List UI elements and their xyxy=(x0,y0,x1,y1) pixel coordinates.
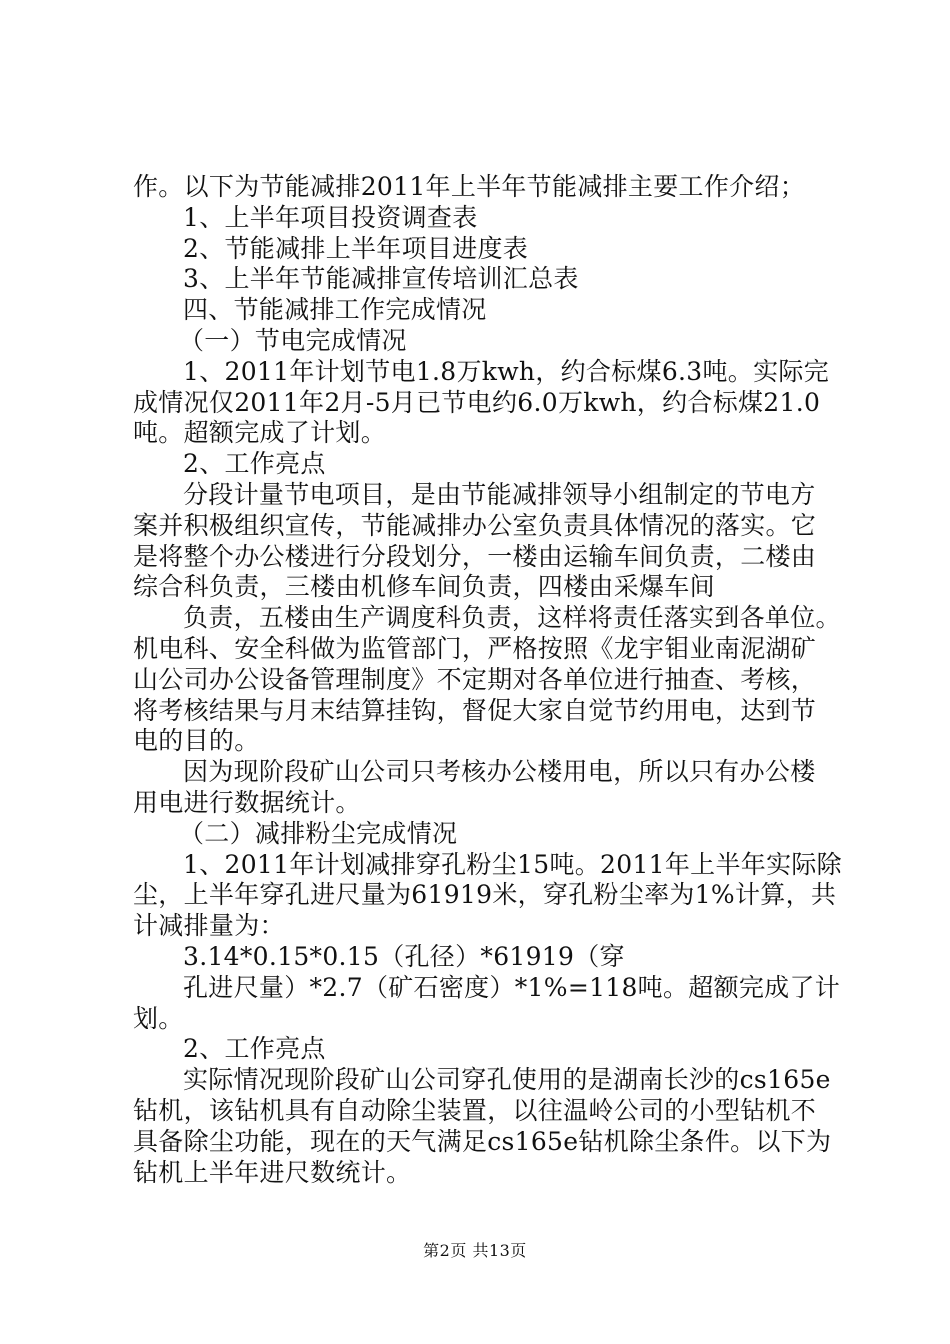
paragraph-line: 吨。超额完成了计划。 xyxy=(133,418,387,448)
paragraph-line: 划。 xyxy=(133,1003,184,1033)
list-item: 1、上半年项目投资调查表 xyxy=(183,202,478,232)
subsection-heading: （一）节电完成情况 xyxy=(179,325,407,355)
paragraph-line: 机电科、安全科做为监管部门，严格按照《龙宇钼业南泥湖矿 xyxy=(133,633,817,663)
paragraph-line: 综合科负责，三楼由机修车间负责，四楼由采爆车间 xyxy=(133,572,715,602)
subsection-heading: 2、工作亮点 xyxy=(183,449,326,479)
paragraph-line: 钻机上半年进尺数统计。 xyxy=(133,1157,412,1187)
paragraph-line: 钻机，该钻机具有自动除尘装置，以往温岭公司的小型钻机不 xyxy=(133,1095,817,1125)
paragraph-line: 1、2011年计划节电1.8万kwh，约合标煤6.3吨。实际完 xyxy=(183,356,829,386)
paragraph-line: 成情况仅2011年2月-5月已节电约6.0万kwh，约合标煤21.0 xyxy=(133,387,821,417)
paragraph-line: 实际情况现阶段矿山公司穿孔使用的是湖南长沙的cs165e xyxy=(183,1065,831,1095)
subsection-heading: （二）减排粉尘完成情况 xyxy=(179,818,458,848)
paragraph-line: 作。以下为节能减排2011年上半年节能减排主要工作介绍； xyxy=(133,172,806,201)
document-body xyxy=(133,172,842,1188)
list-item: 2、节能减排上半年项目进度表 xyxy=(183,233,529,263)
paragraph-line: 因为现阶段矿山公司只考核办公楼用电，所以只有办公楼 xyxy=(183,757,816,787)
paragraph-line: 具备除尘功能，现在的天气满足cs165e钻机除尘条件。以下为 xyxy=(133,1126,832,1156)
paragraph-line: 1、2011年计划减排穿孔粉尘15吨。2011年上半年实际除 xyxy=(183,849,842,879)
paragraph-line: 电的目的。 xyxy=(133,726,260,756)
formula-line: 3.14*0.15*0.15（孔径）*61919（穿 xyxy=(183,941,625,971)
section-heading: 四、节能减排工作完成情况 xyxy=(183,295,487,325)
formula-line: 孔进尺量）*2.7（矿石密度）*1%=118吨。超额完成了计 xyxy=(183,972,841,1002)
paragraph-line: 尘，上半年穿孔进尺量为61919米，穿孔粉尘率为1%计算，共 xyxy=(133,880,837,910)
paragraph-line: 用电进行数据统计。 xyxy=(133,787,361,817)
list-item: 3、上半年节能减排宣传培训汇总表 xyxy=(183,264,579,294)
paragraph-line: 案并积极组织宣传，节能减排办公室负责具体情况的落实。它 xyxy=(133,510,817,540)
paragraph-line: 山公司办公设备管理制度》不定期对各单位进行抽查、考核， xyxy=(133,664,817,694)
page-number-footer: 第2页 共13页 xyxy=(423,1241,527,1260)
paragraph-line: 是将整个办公楼进行分段划分，一楼由运输车间负责，二楼由 xyxy=(133,541,817,571)
paragraph-line: 将考核结果与月末结算挂钩，督促大家自觉节约用电，达到节 xyxy=(133,695,817,725)
paragraph-line: 负责，五楼由生产调度科负责，这样将责任落实到各单位。 xyxy=(183,603,841,633)
paragraph-line: 分段计量节电项目，是由节能减排领导小组制定的节电方 xyxy=(183,479,816,509)
subsection-heading: 2、工作亮点 xyxy=(183,1034,326,1064)
paragraph-line: 计减排量为： xyxy=(133,911,285,941)
